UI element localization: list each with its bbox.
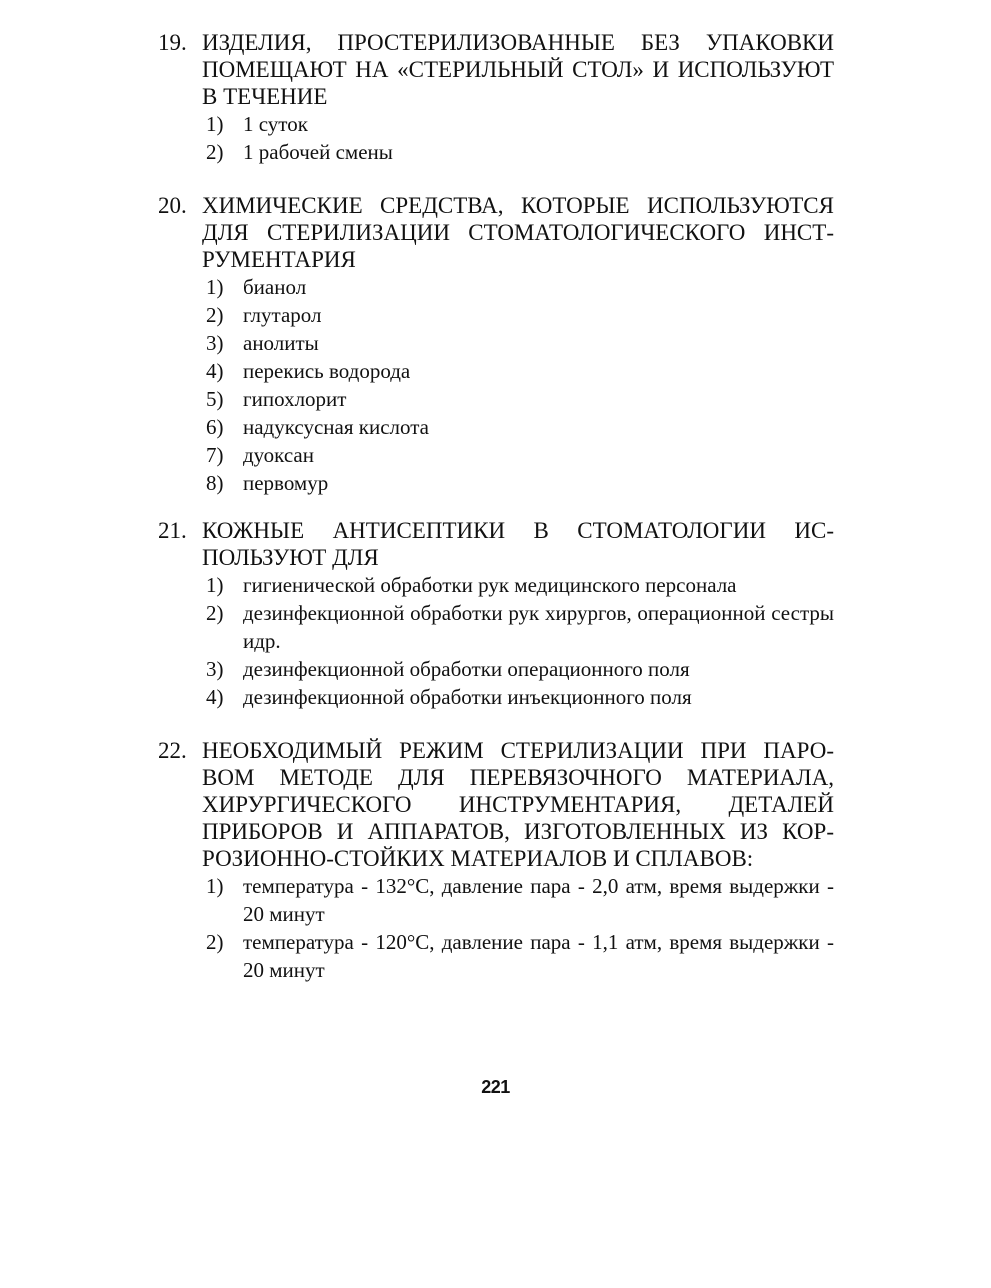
answer-item (158, 441, 834, 469)
answer-number: 3) (206, 657, 224, 681)
question-heading (158, 517, 834, 571)
answer-item (158, 599, 834, 655)
answer-number: 2) (206, 930, 224, 954)
answer-text: глутарол (243, 303, 322, 327)
answer-item (158, 928, 834, 984)
question-number: 20. (158, 193, 187, 218)
answer-item (158, 413, 834, 441)
answer-item (158, 273, 834, 301)
question-20 (158, 192, 834, 497)
answer-number: 2) (206, 140, 224, 164)
answer-number: 3) (206, 331, 224, 355)
answer-text: первомур (243, 471, 329, 495)
answer-item (158, 138, 834, 166)
question-19 (158, 29, 834, 166)
question-text: НЕОБХОДИМЫЙ РЕЖИМ СТЕРИЛИЗАЦИИ ПРИ ПАРОВОМ МЕТОДЕ ДЛЯ ПЕРЕВЯЗОЧНОГО МАТЕРИАЛА, ХИРУРГИЧЕСКОГО ИНСТРУМЕНТАРИЯ, ДЕТАЛЕЙ ПРИБОРОВ И АППАРАТОВ, ИЗГОТОВЛЕННЫХ ИЗ КОРРОЗИОННО-СТОЙКИХ МАТЕРИАЛОВ И СПЛАВОВ: (202, 738, 834, 871)
answer-list (158, 872, 834, 984)
answer-number: 4) (206, 359, 224, 383)
answer-item (158, 655, 834, 683)
answer-list (158, 273, 834, 497)
question-heading (158, 737, 834, 872)
answer-text: дезинфекционной обработки инъекционного поля (243, 685, 692, 709)
question-text: ИЗДЕЛИЯ, ПРОСТЕРИЛИЗОВАННЫЕ БЕЗ УПАКОВКИ ПОМЕЩАЮТ НА «СТЕРИЛЬНЫЙ СТОЛ» И ИСПОЛЬЗУЮТ В ТЕЧЕНИЕ (202, 30, 834, 109)
answer-number: 1) (206, 874, 224, 898)
answer-number: 2) (206, 303, 224, 327)
answer-text: надуксусная кислота (243, 415, 429, 439)
question-number: 22. (158, 738, 187, 763)
answer-item (158, 683, 834, 711)
question-heading (158, 192, 834, 273)
answer-number: 1) (206, 275, 224, 299)
answer-text: перекись водорода (243, 359, 411, 383)
question-22 (158, 737, 834, 984)
answer-text: 1 суток (243, 112, 308, 136)
answer-number: 1) (206, 573, 224, 597)
answer-text: дезинфекционной обработки рук хирургов, операционной сестры идр. (243, 601, 834, 653)
page-number: 221 (481, 1077, 510, 1097)
answer-number: 2) (206, 601, 224, 625)
answer-item (158, 301, 834, 329)
answer-list (158, 571, 834, 711)
answer-text: гипохлорит (243, 387, 347, 411)
question-number: 21. (158, 518, 187, 543)
answer-text: температура - 120°С, давление пара - 1,1 атм, время выдержки - 20 минут (243, 930, 834, 982)
answer-item (158, 329, 834, 357)
answer-item (158, 469, 834, 497)
answer-text: бианол (243, 275, 307, 299)
answer-number: 5) (206, 387, 224, 411)
answer-number: 6) (206, 415, 224, 439)
question-text: КОЖНЫЕ АНТИСЕПТИКИ В СТОМАТОЛОГИИ ИСПОЛЬЗУЮТ ДЛЯ (202, 518, 834, 570)
question-number: 19. (158, 30, 187, 55)
answer-number: 4) (206, 685, 224, 709)
answer-number: 7) (206, 443, 224, 467)
answer-text: 1 рабочей смены (243, 140, 393, 164)
answer-item (158, 571, 834, 599)
answer-text: дуоксан (243, 443, 314, 467)
answer-text: температура - 132°С, давление пара - 2,0 атм, время выдержки - 20 минут (243, 874, 834, 926)
answer-item (158, 110, 834, 138)
answer-item (158, 872, 834, 928)
question-21 (158, 517, 834, 711)
question-heading (158, 29, 834, 110)
answer-text: гигиенической обработки рук медицинского персонала (243, 573, 737, 597)
answer-text: дезинфекционной обработки операционного поля (243, 657, 690, 681)
answer-item (158, 385, 834, 413)
question-text: ХИМИЧЕСКИЕ СРЕДСТВА, КОТОРЫЕ ИСПОЛЬЗУЮТСЯ ДЛЯ СТЕРИЛИЗАЦИИ СТОМАТОЛОГИЧЕСКОГО ИНСТРУМЕНТАРИЯ (202, 193, 834, 272)
answer-item (158, 357, 834, 385)
answer-number: 8) (206, 471, 224, 495)
answer-list (158, 110, 834, 166)
answer-text: анолиты (243, 331, 319, 355)
answer-number: 1) (206, 112, 224, 136)
